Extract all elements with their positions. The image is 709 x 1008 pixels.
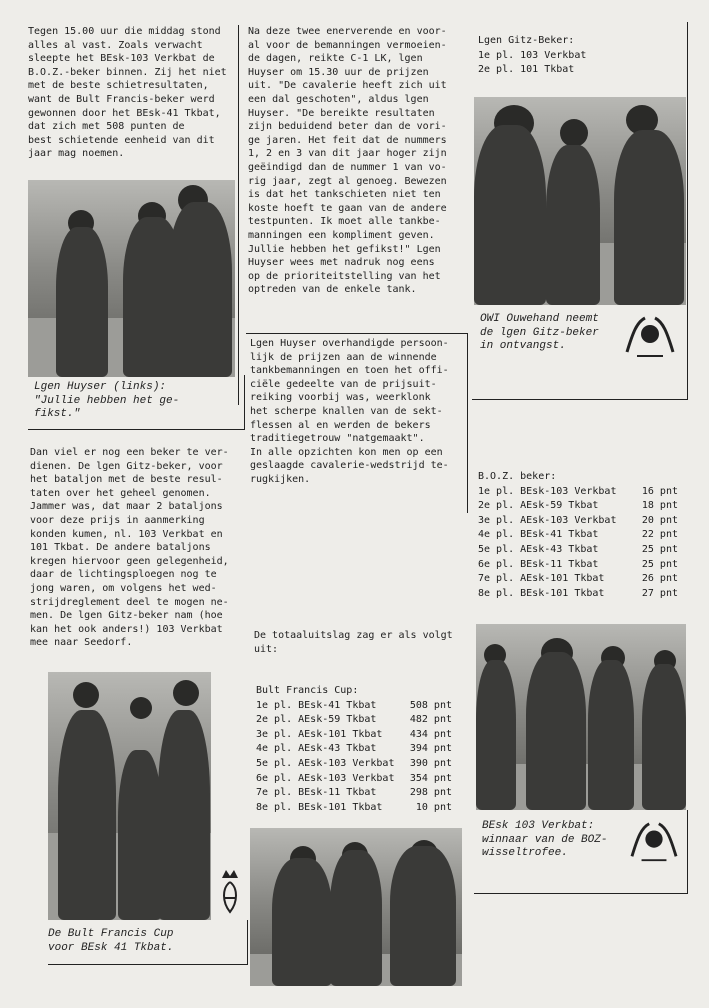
bult-result-row	[256, 772, 452, 787]
photo-group-soldiers	[250, 828, 462, 986]
result-points: 27 pnt	[641, 587, 678, 599]
result-label: 7e pl. AEsk-101 Tkbat	[478, 573, 605, 585]
photo-lgen-huyser	[28, 180, 235, 377]
article-paragraph-3: Na deze twee enerverende en voor- al voor de bemanningen vermoeien- de dagen, reikte C-1 LK, lgen Huyser om 15.30 uur de prijzen uit. "De cavalerie heeft zich uit een dal geschoten", aldus lgen Huyser. "De bereikte resultaten zijn beduidend beter dan de vori- ge jaren. Het feit dat de nummers 1, 2 en 3 van dit jaar hoger zijn geëindigd dan de nummer 1 van vo- rig jaar, zegt al genoeg. Bewezen is dat het tankschieten niet ten koste hoeft te gaan van de andere testpunten. Ik moet alle tankbe- manningen een kompliment geven. Jullie hebben het gefikst!" Lgen Huyser wees met nadruk nog eens op de prioriteitstelling van het optreden van de enkele tank.	[248, 26, 447, 296]
paragraph-box-border	[246, 333, 468, 513]
article-paragraph-4: Lgen Huyser overhandigde persoon- lijk de prijzen aan de winnende tankbemanningen en toen het offi- ciële gedeelte van de prijsuit- reiking voorbij was, weerklonk het scherpe knallen van de sekt- flessen al en werden de bekers traditiegetrouw "natgemaakt". In alle opzichten kon men op een geslaagde cavalerie-wedstrijd te- rugkijken.	[250, 338, 449, 485]
result-label: 2e pl. AEsk-59 Tkbat	[478, 500, 599, 512]
caption-box-border	[472, 22, 688, 400]
result-points: 434 pnt	[409, 728, 452, 740]
results-title: B.O.Z. beker:	[478, 471, 557, 482]
result-label: 4e pl. BEsk-41 Tkbat	[478, 529, 599, 541]
boz-result-row	[478, 572, 678, 587]
bult-result-row	[256, 742, 452, 757]
results-title: Bult Francis Cup:	[256, 685, 359, 696]
result-label: 5e pl. AEsk-43 Tkbat	[478, 543, 599, 555]
photo-bult-francis-cup	[48, 672, 211, 920]
result-points: 390 pnt	[409, 757, 452, 769]
result-points: 20 pnt	[641, 514, 678, 526]
result-points: 25 pnt	[641, 558, 678, 570]
caption-box-border	[48, 920, 248, 965]
bult-result-row	[256, 786, 452, 801]
result-points: 508 pnt	[409, 699, 452, 711]
photo-caption-bult-francis-cup: De Bult Francis Cup voor BEsk 41 Tkbat.	[48, 928, 174, 954]
boz-result-row	[478, 485, 678, 500]
result-points: 482 pnt	[409, 714, 452, 726]
caption-box-border	[28, 375, 245, 430]
result-label: 3e pl. AEsk-103 Verkbat	[478, 514, 617, 526]
result-points: 394 pnt	[409, 743, 452, 755]
result-points: 22 pnt	[641, 529, 678, 541]
bult-result-row	[256, 699, 452, 714]
article-paragraph-1: Tegen 15.00 uur die middag stond alles al vast. Zoals verwacht sleepte het BEsk-103 Verkbat de B.O.Z.-beker binnen. Zij het niet met de beste schietresultaten, want de Bult Francis-beker werd gewonnen door het BEsk-41 Tkbat, dat zich met 508 punten de best schietende eenheid van dit jaar mag noemen.	[28, 26, 227, 160]
results-title: Lgen Gitz-Beker:	[478, 35, 575, 46]
boz-beker-results	[478, 470, 678, 601]
result-points: 354 pnt	[409, 772, 452, 784]
gitz-rows: 1e pl. 103 Verkbat 2e pl. 101 Tkbat	[478, 49, 587, 76]
result-points: 18 pnt	[641, 500, 678, 512]
bult-result-row	[256, 801, 452, 816]
column-divider	[238, 25, 239, 405]
photo-caption-besk-103-verkbat: BEsk 103 Verkbat: winnaar van de BOZ- wisseltrofee.	[482, 820, 608, 859]
result-points: 25 pnt	[641, 543, 678, 555]
photo-besk-103-verkbat	[476, 624, 686, 810]
article-paragraph-5: De totaaluitslag zag er als volgt uit:	[254, 630, 453, 655]
result-label: 5e pl. AEsk-103 Verkbat	[256, 757, 395, 769]
bult-result-row	[256, 713, 452, 728]
result-points: 16 pnt	[641, 485, 678, 497]
boz-result-row	[478, 514, 678, 529]
result-label: 6e pl. AEsk-103 Verkbat	[256, 772, 395, 784]
crown-monogram-icon	[218, 868, 242, 920]
result-label: 3e pl. AEsk-101 Tkbat	[256, 728, 383, 740]
result-label: 6e pl. BEsk-11 Tkbat	[478, 558, 599, 570]
bult-result-row	[256, 728, 452, 743]
boz-result-row	[478, 558, 678, 573]
results-rows	[256, 699, 452, 816]
results-rows	[478, 485, 678, 602]
boz-result-row	[478, 587, 678, 602]
bult-francis-cup-results	[256, 684, 452, 815]
result-label: 1e pl. BEsk-41 Tkbat	[256, 699, 377, 711]
result-label: 2e pl. AEsk-59 Tkbat	[256, 714, 377, 726]
article-paragraph-2: Dan viel er nog een beker te ver- dienen. De lgen Gitz-beker, voor het bataljon met de beste resul- taten over het geheel genomen. Jammer was, dat maar 2 bataljons voor deze prijs in aanmerking konden kumen, nl. 103 Verkbat en 101 Tkbat. De andere bataljons kregen hiervoor geen gelegenheid, daar de lichtingsploegen nog te jong waren, om volgens het wed- strijdreglement deel te mogen ne- men. De lgen Gitz-beker nam (hoe kan het ook anders!) 103 Verkbat mee naar Seedorf.	[30, 447, 229, 649]
result-label: 1e pl. BEsk-103 Verkbat	[478, 485, 617, 497]
result-points: 10 pnt	[415, 801, 452, 813]
result-label: 4e pl. AEsk-43 Tkbat	[256, 743, 377, 755]
result-points: 298 pnt	[409, 787, 452, 799]
result-label: 7e pl. BEsk-11 Tkbat	[256, 787, 377, 799]
result-label: 8e pl. BEsk-101 Tkbat	[478, 587, 605, 599]
result-points: 26 pnt	[641, 573, 678, 585]
boz-result-row	[478, 543, 678, 558]
boz-result-row	[478, 528, 678, 543]
result-label: 8e pl. BEsk-101 Tkbat	[256, 801, 383, 813]
photo-caption-owi-ouwehand: OWI Ouwehand neemt de lgen Gitz-beker in ontvangst.	[480, 313, 599, 352]
bult-result-row	[256, 757, 452, 772]
caption-box-border	[474, 810, 688, 894]
boz-result-row	[478, 499, 678, 514]
photo-caption-lgen-huyser: Lgen Huyser (links): "Jullie hebben het ge- fikst."	[34, 381, 180, 420]
